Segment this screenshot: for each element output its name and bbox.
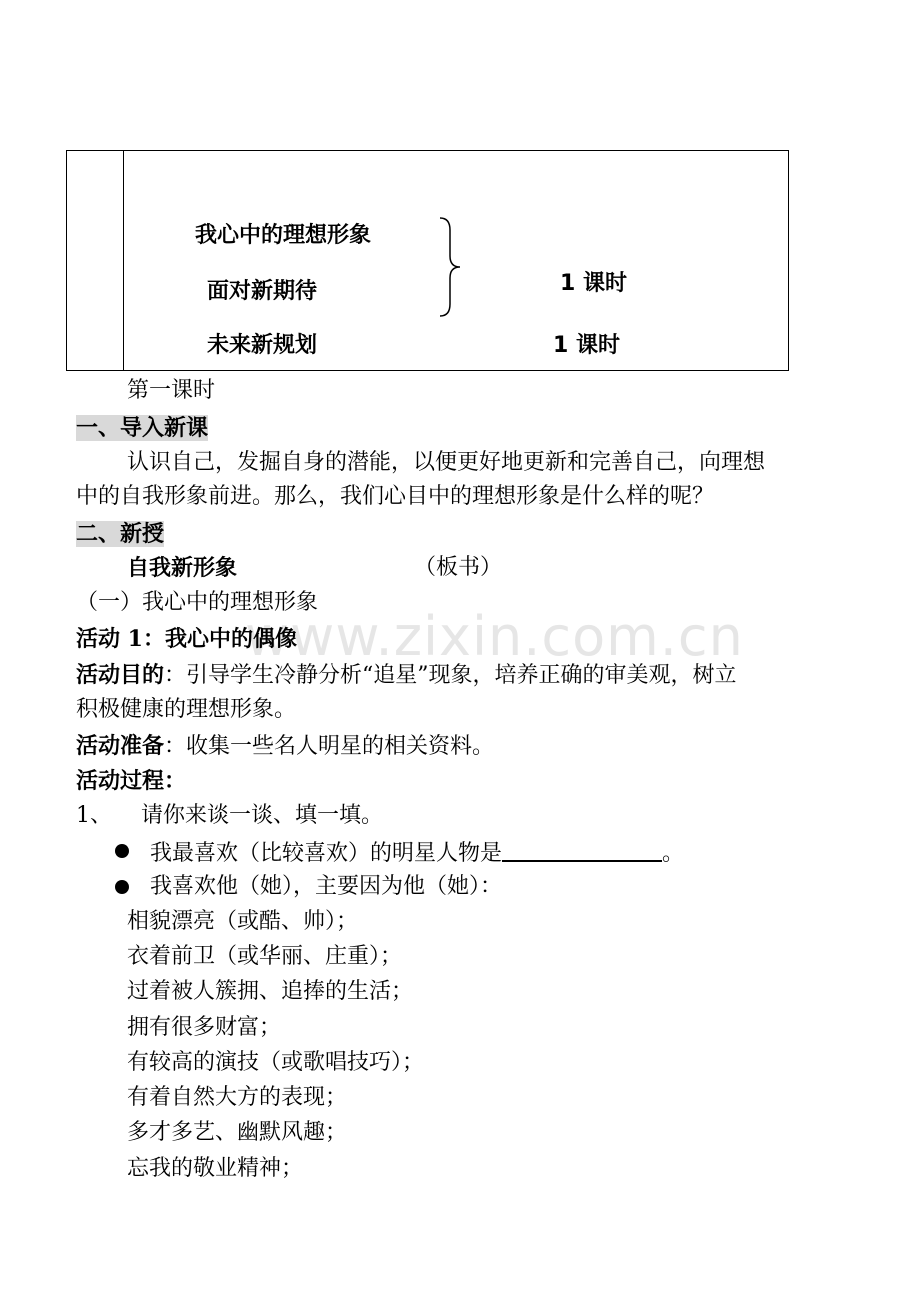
- step1-text: 请你来谈一谈、填一填。: [141, 803, 384, 828]
- reason-item: 忘我的敬业精神；: [127, 1156, 304, 1181]
- fill-in-blank[interactable]: [502, 840, 662, 862]
- activity-goal-label: 活动目的: [76, 662, 165, 688]
- activity-process-label: 活动过程：: [76, 768, 187, 794]
- outline-item-1: 我心中的理想形象: [195, 223, 372, 248]
- bullet-1-end: 。: [662, 841, 685, 866]
- brace-icon: [436, 216, 466, 318]
- section1-heading: 一、导入新课: [76, 415, 209, 441]
- reason-item: 拥有很多财富；: [127, 1015, 282, 1040]
- reason-item: 有着自然大方的表现；: [127, 1085, 348, 1110]
- bullet-1: [150, 840, 684, 865]
- reason-item: 衣着前卫（或华丽、庄重）；: [127, 944, 403, 969]
- outline-table: [66, 150, 789, 371]
- bullet-2-text: 我喜欢他（她），主要因为他（她）：: [150, 874, 503, 899]
- lesson-label: 第一课时: [127, 378, 216, 403]
- bullet-icon: [115, 880, 129, 894]
- watermark: www.zixin.com.cn: [245, 605, 744, 668]
- activity-prep-label: 活动准备: [76, 733, 165, 759]
- activity-goal-text: ：引导学生冷静分析“追星”现象，培养正确的审美观，树立: [164, 663, 737, 688]
- reason-item: 有较高的演技（或歌唱技巧）；: [127, 1050, 425, 1075]
- bullet-1-text: 我最喜欢（比较喜欢）的明星人物是: [150, 841, 503, 866]
- reason-item: 相貌漂亮（或酷、帅）；: [127, 909, 359, 934]
- activity-prep-text: ：收集一些名人明星的相关资料。: [164, 734, 495, 759]
- outline-hours-2: 1 课时: [553, 333, 620, 358]
- step1-number: 1、: [76, 803, 112, 828]
- table-column-divider: [123, 151, 124, 370]
- outline-item-3: 未来新规划: [207, 333, 318, 358]
- activity-prep: [76, 735, 494, 758]
- bullet-icon: [115, 844, 129, 858]
- section2-heading: 二、新授: [76, 521, 165, 547]
- section2-subtitle: 自我新形象: [127, 555, 238, 581]
- reason-item: 过着被人簇拥、追捧的生活；: [127, 979, 414, 1004]
- outline-item-2: 面对新期待: [207, 279, 318, 304]
- activity-goal-line2: 积极健康的理想形象。: [76, 697, 297, 722]
- board-note: （板书）: [414, 555, 503, 580]
- section2-sub1: （一）我心中的理想形象: [76, 590, 319, 615]
- outline-hours-1: 1 课时: [560, 271, 627, 296]
- activity-goal-line1: [76, 664, 737, 687]
- reason-item: 多才多艺、幽默风趣；: [127, 1120, 348, 1145]
- section1-paragraph-line2: 中的自我形象前进。那么，我们心目中的理想形象是什么样的呢？: [76, 484, 715, 509]
- activity-title: 活动 1：我心中的偶像: [76, 626, 297, 652]
- section1-paragraph-line1: 认识自己，发掘自身的潜能，以便更好地更新和完善自己，向理想: [127, 450, 766, 475]
